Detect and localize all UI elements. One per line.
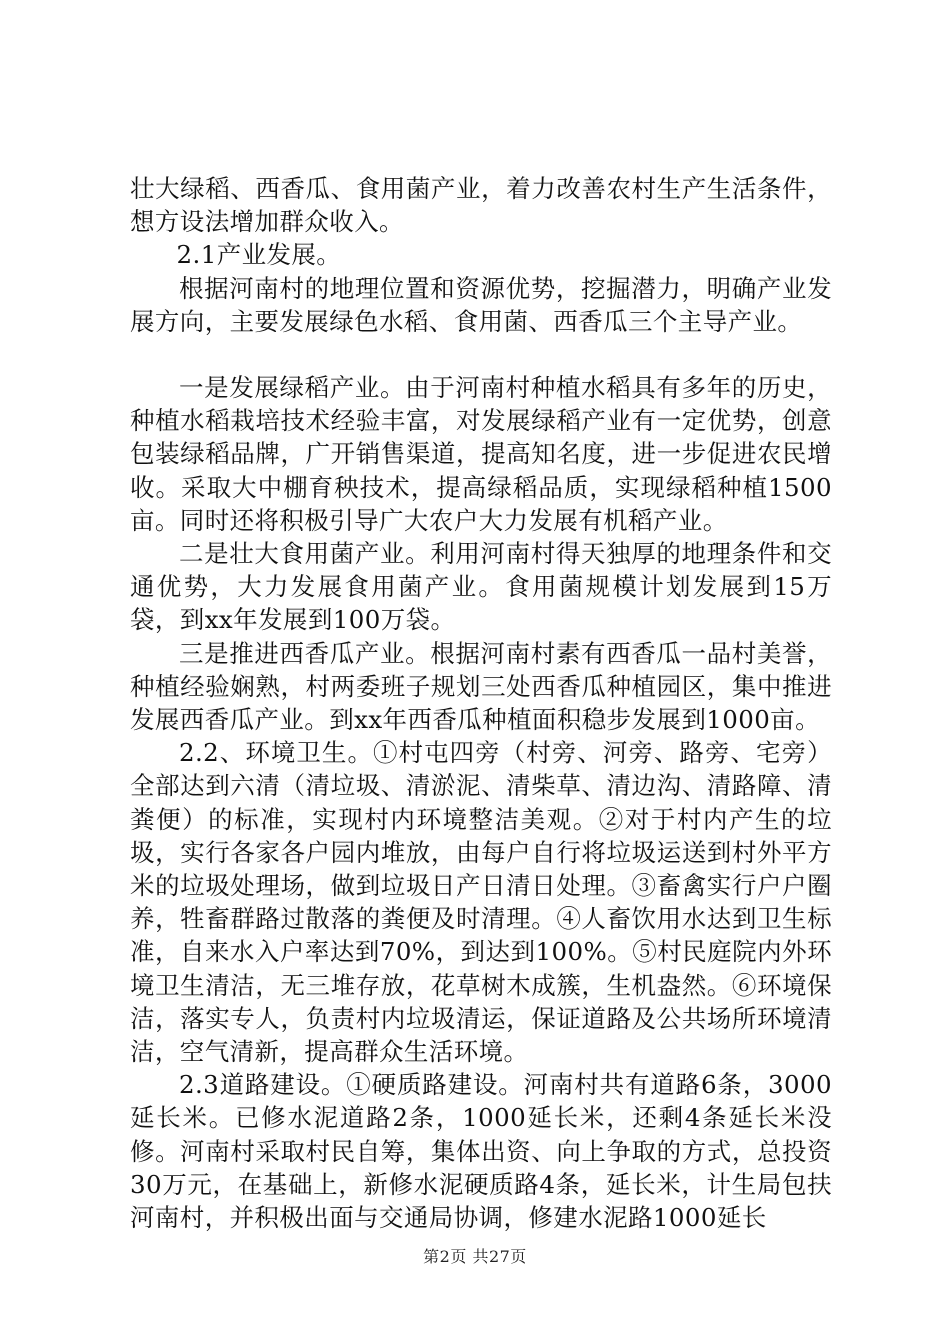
paragraph-road-construction: 2.3道路建设。①硬质路建设。河南村共有道路6条，3000延长米。已修水泥道路2条，1000延长米，还剩4条延长米没修。河南村采取村民自筹，集体出资、向上争取的方式，总投资30万元，在基础上，新修水泥硬质路4条，延长米，计生局包扶河南村，并积极出面与交通局协调，修建水泥路1000延长: [130, 1070, 832, 1233]
paragraph-environment: 2.2、环境卫生。①村屯四旁（村旁、河旁、路旁、宅旁）全部达到六清（清垃圾、清淤泥、清柴草、清边沟、清路障、清粪便）的标准，实现村内环境整洁美观。②对于村内产生的垃圾，实行各家各户园内堆放，由每户自行将垃圾运送到村外平方米的垃圾处理场，做到垃圾日产日清日处理。③畜禽实行户户圈养，牲畜群路过散落的粪便及时清理。④人畜饮用水达到卫生标准，自来水入户率达到70%，到达到100%。⑤村民庭院内外环境卫生清洁，无三堆存放，花草树木成簇，生机盎然。⑥环境保洁，落实专人，负责村内垃圾清运，保证道路及公共场所环境清洁，空气清新，提高群众生活环境。: [130, 738, 832, 1067]
paragraph-industry-overview: 根据河南村的地理位置和资源优势，挖掘潜力，明确产业发展方向，主要发展绿色水稻、食用菌、西香瓜三个主导产业。: [130, 273, 832, 336]
blank-line: [130, 338, 832, 371]
paragraph-continuation: 壮大绿稻、西香瓜、食用菌产业，着力改善农村生产生活条件，想方设法增加群众收入。: [130, 174, 832, 237]
document-body: [130, 172, 832, 1234]
section-heading-2-1: 2.1产业发展。: [176, 240, 342, 270]
paragraph-green-rice: 一是发展绿稻产业。由于河南村种植水稻具有多年的历史，种植水稻栽培技术经验丰富，对发展绿稻产业有一定优势，创意包装绿稻品牌，广开销售渠道，提高知名度，进一步促进农民增收。采取大中棚育秧技术，提高绿稻品质，实现绿稻种植1500亩。同时还将积极引导广大农户大力发展有机稻产业。: [130, 373, 832, 535]
page-footer: 第2页 共27页: [423, 1247, 527, 1266]
paragraph-edible-fungi: 二是壮大食用菌产业。利用河南村得天独厚的地理条件和交通优势，大力发展食用菌产业。食用菌规模计划发展到15万袋，到xx年发展到100万袋。: [130, 539, 832, 635]
paragraph-melon: 三是推进西香瓜产业。根据河南村素有西香瓜一品村美誉，种植经验娴熟，村两委班子规划三处西香瓜种植园区，集中推进发展西香瓜产业。到xx年西香瓜种植面积稳步发展到1000亩。: [130, 638, 832, 735]
